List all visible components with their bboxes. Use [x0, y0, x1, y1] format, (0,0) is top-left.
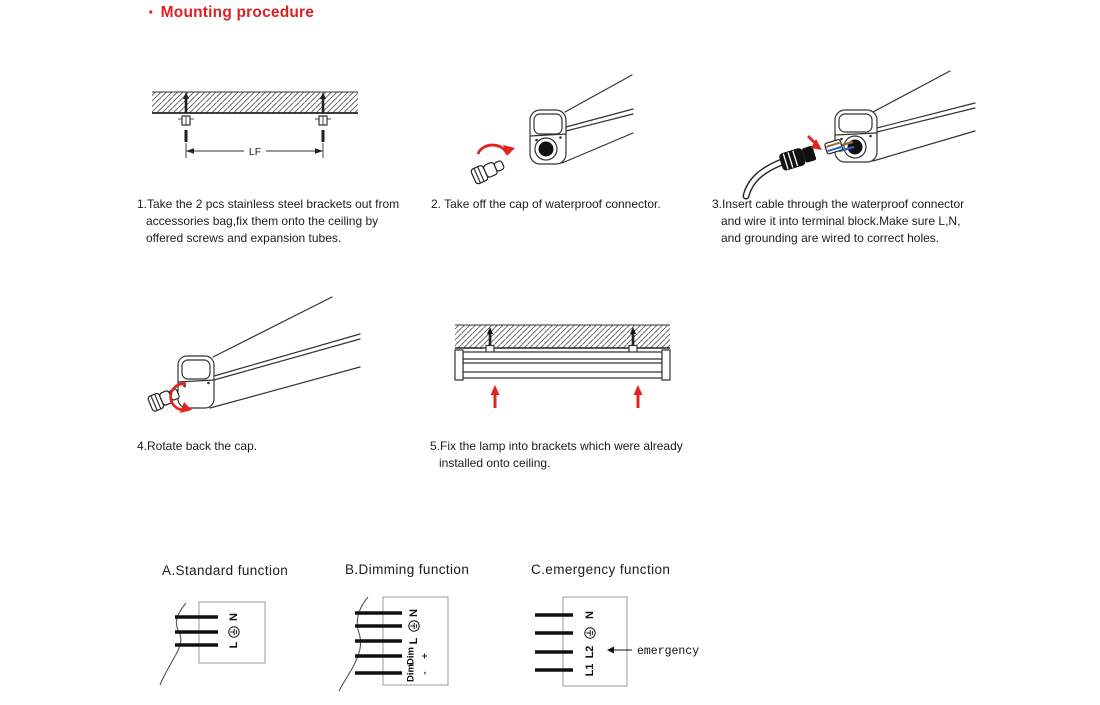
ceiling-hatch [152, 92, 358, 113]
step2-remove-cap-diagram [430, 70, 670, 190]
caption-line: and wire it into terminal block.Make sure L,N, [721, 214, 961, 228]
light-fixture [178, 297, 360, 408]
connector-hole [539, 142, 554, 157]
lamp-body [455, 350, 670, 380]
dim-minus-sign: - [419, 671, 431, 675]
wires [535, 615, 573, 670]
cable-gland [778, 144, 817, 171]
caption-line: 4.Rotate back the cap. [137, 439, 258, 453]
step2-caption [431, 196, 661, 213]
caption-line: 3.Insert cable through the waterproof connector [712, 197, 965, 211]
step1-ceiling-brackets-diagram [145, 86, 370, 166]
earth-ground-icon [229, 627, 239, 637]
light-fixture [835, 71, 975, 162]
title-bullet: · [148, 2, 155, 24]
terminal-label-dim-plus: Dim [405, 647, 417, 665]
step3-insert-cable-diagram [740, 60, 985, 198]
earth-ground-icon [409, 621, 419, 631]
wiring-a-heading: A.Standard function [162, 563, 289, 578]
wiring-b-diagram [330, 583, 470, 705]
push-up-arrow-left [491, 385, 500, 408]
light-fixture [530, 75, 633, 164]
caption-line: 1.Take the 2 pcs stainless steel brackets out from [137, 197, 400, 211]
step3-caption [712, 196, 964, 247]
bracket-spacing-dimension [186, 143, 323, 158]
caption-line: and grounding are wired to correct holes. [721, 231, 940, 245]
step5-caption [430, 438, 683, 472]
wiring-a-diagram [150, 585, 290, 703]
emergency-annotation: emergency [637, 645, 700, 658]
step1-caption [137, 196, 399, 247]
terminal-label-dim-minus: Dim [405, 664, 417, 682]
push-up-arrow-right [634, 385, 643, 408]
caption-line: accessories bag,fix them onto the ceiling by [146, 214, 379, 228]
wires [355, 613, 402, 673]
dimension-label: LF [248, 146, 262, 158]
caption-line: installed onto ceiling. [439, 456, 551, 470]
page-title-text: Mounting procedure [160, 4, 315, 21]
caption-line: offered screws and expansion tubes. [146, 231, 342, 245]
terminal-label-l: L [408, 637, 420, 645]
step4-rotate-cap-diagram [130, 290, 365, 432]
wiring-c-diagram [520, 583, 710, 705]
emergency-pointer [607, 647, 632, 654]
earth-ground-icon [585, 628, 595, 638]
terminal-label-n: N [408, 609, 420, 617]
caption-line: 2. Take off the cap of waterproof connector. [431, 197, 661, 211]
rotate-arrow-icon [478, 145, 515, 156]
step5-fix-lamp-diagram [445, 306, 680, 416]
power-cable [746, 162, 782, 196]
waterproof-cap [470, 157, 506, 185]
terminal-label-l2: L2 [584, 645, 596, 659]
terminal-label-l1: L1 [584, 663, 596, 677]
caption-line: 5.Fix the lamp into brackets which were already [430, 439, 683, 453]
dim-plus-sign: + [419, 653, 431, 659]
terminal-label-n: N [228, 613, 240, 621]
wiring-b-heading: B.Dimming function [345, 562, 470, 577]
wires [175, 617, 218, 645]
cable-sheath-curve [339, 597, 368, 691]
terminal-label-n: N [584, 611, 596, 619]
ceiling-hatch [455, 325, 670, 348]
step4-caption [137, 438, 257, 455]
wiring-c-heading: C.emergency function [531, 562, 671, 577]
page-title [148, 4, 314, 22]
terminal-label-l: L [228, 641, 240, 649]
